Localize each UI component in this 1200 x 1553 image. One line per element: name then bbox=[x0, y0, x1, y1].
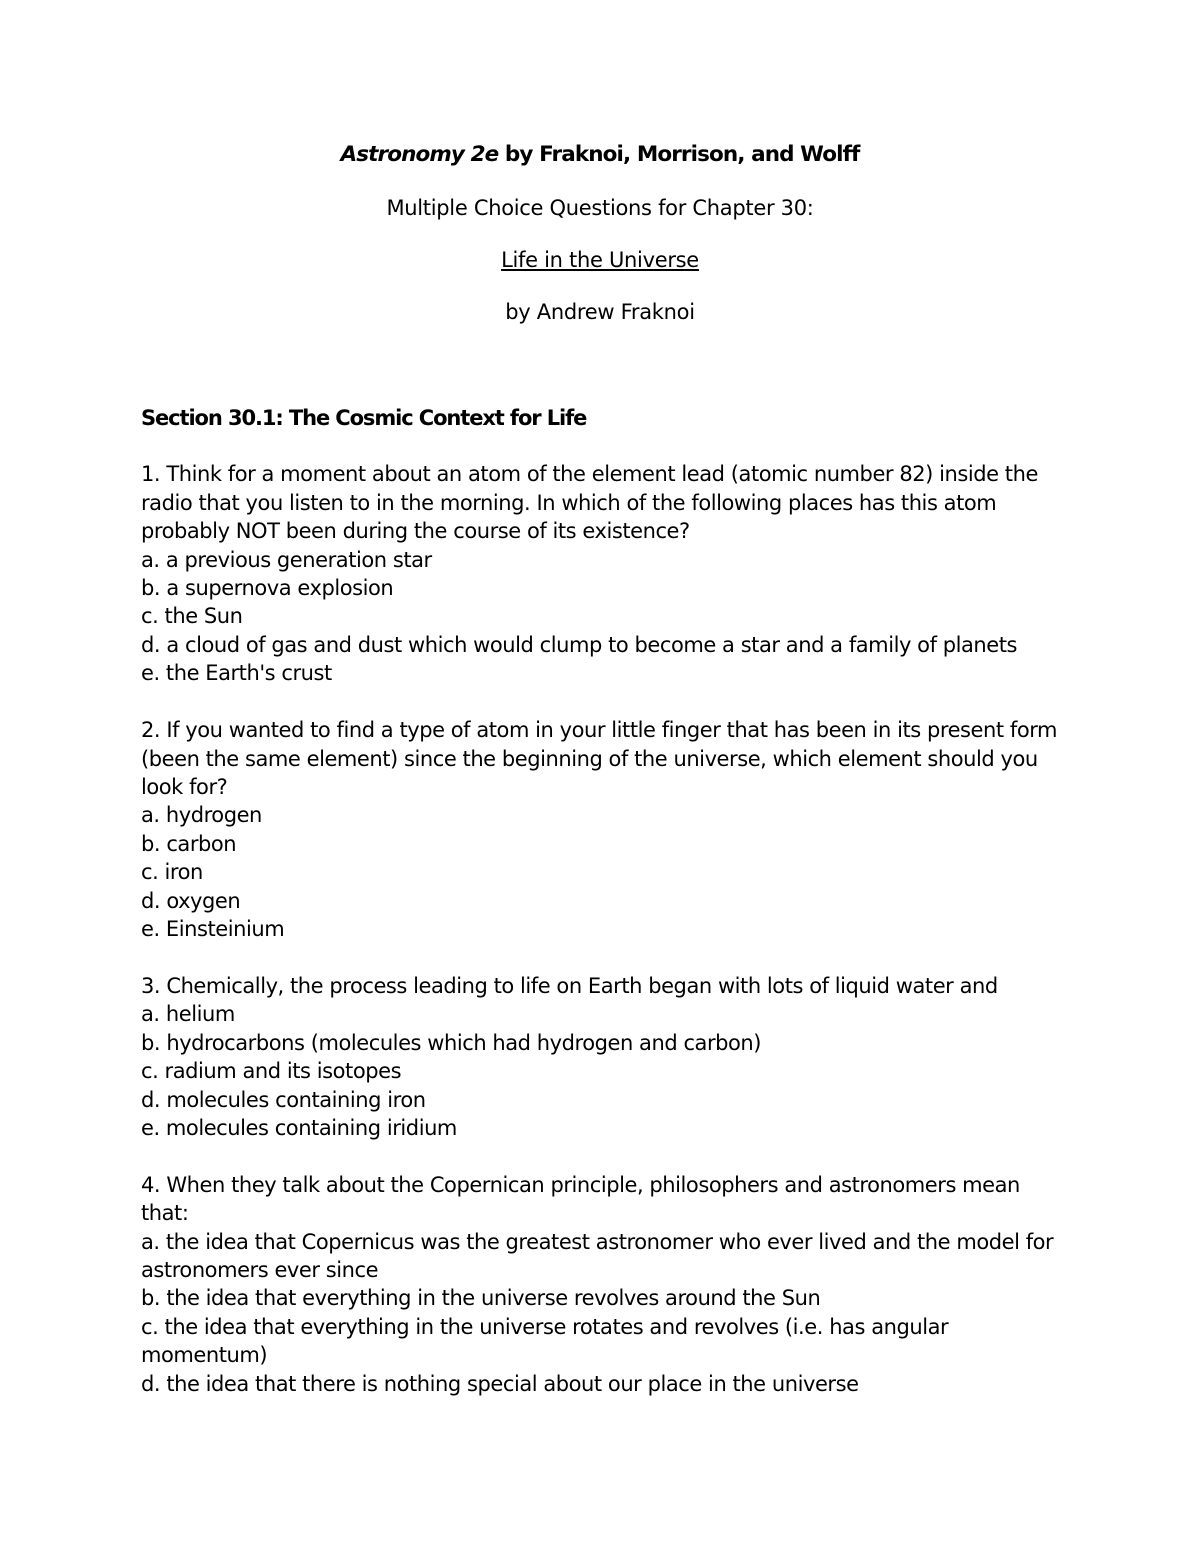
answer-option: b. the idea that everything in the universe revolves around the Sun bbox=[141, 1286, 821, 1311]
answer-options bbox=[141, 1000, 1071, 1142]
answer-options bbox=[141, 546, 1071, 688]
question-2 bbox=[141, 716, 1071, 943]
answer-option: d. the idea that there is nothing special about our place in the universe bbox=[141, 1371, 859, 1396]
answer-option: c. radium and its isotopes bbox=[141, 1059, 402, 1084]
book-authors: by Fraknoi, Morrison, and Wolff bbox=[498, 142, 860, 167]
answer-options bbox=[141, 801, 1071, 943]
question-text: 1. Think for a moment about an atom of the element lead (atomic number 82) inside the radio that you listen to in the morning. In which of the following places has this atom probably NOT been during the course of its existence? bbox=[141, 462, 1038, 544]
answer-options bbox=[141, 1228, 1071, 1398]
question-text: 3. Chemically, the process leading to life on Earth began with lots of liquid water and bbox=[141, 973, 998, 998]
chapter-title: Life in the Universe bbox=[501, 248, 699, 272]
answer-option: b. hydrocarbons (molecules which had hydrogen and carbon) bbox=[141, 1030, 762, 1055]
answer-option: d. molecules containing iron bbox=[141, 1087, 426, 1112]
answer-option: a. a previous generation star bbox=[141, 547, 432, 572]
answer-option: e. molecules containing iridium bbox=[141, 1115, 457, 1140]
answer-option: c. the idea that everything in the universe rotates and revolves (i.e. has angular momentum) bbox=[141, 1314, 949, 1368]
answer-option: b. carbon bbox=[141, 831, 237, 856]
document-author: by Andrew Fraknoi bbox=[505, 300, 695, 324]
question-4 bbox=[141, 1171, 1071, 1398]
question-1 bbox=[141, 460, 1071, 687]
question-3 bbox=[141, 972, 1071, 1142]
answer-option: c. the Sun bbox=[141, 604, 243, 629]
document-body bbox=[141, 404, 1071, 1427]
book-title: Astronomy 2e bbox=[340, 142, 499, 167]
answer-option: d. a cloud of gas and dust which would clump to become a star and a family of planets bbox=[141, 632, 1018, 657]
section-heading: Section 30.1: The Cosmic Context for Life bbox=[141, 406, 587, 430]
answer-option: a. helium bbox=[141, 1002, 235, 1027]
question-text: 4. When they talk about the Copernican principle, philosophers and astronomers mean that: bbox=[141, 1172, 1020, 1226]
answer-option: a. hydrogen bbox=[141, 803, 262, 828]
answer-option: c. iron bbox=[141, 860, 203, 885]
answer-option: b. a supernova explosion bbox=[141, 576, 394, 601]
document-subtitle: Multiple Choice Questions for Chapter 30: bbox=[386, 196, 814, 220]
question-text: 2. If you wanted to find a type of atom in your little finger that has been in its present form (been the same element) since the beginning of the universe, which element should you look for? bbox=[141, 718, 1058, 799]
answer-option: a. the idea that Copernicus was the greatest astronomer who ever lived and the model for astronomers ever since bbox=[141, 1229, 1054, 1283]
answer-option: e. the Earth's crust bbox=[141, 661, 332, 686]
answer-option: e. Einsteinium bbox=[141, 917, 285, 941]
document-title bbox=[0, 142, 1200, 167]
answer-option: d. oxygen bbox=[141, 888, 241, 913]
